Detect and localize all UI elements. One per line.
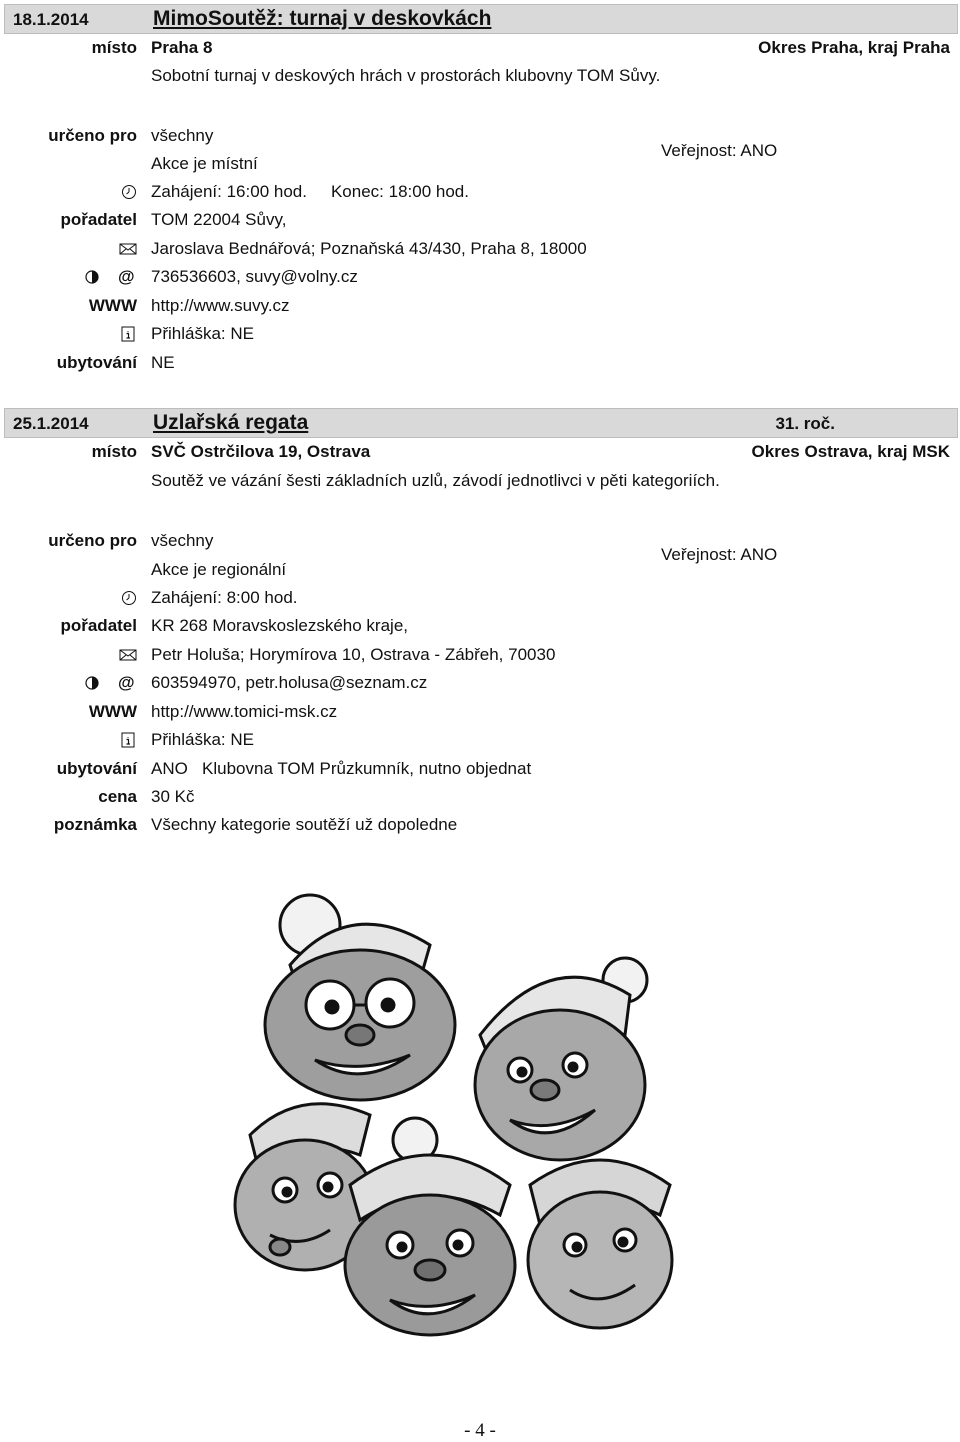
place-row bbox=[0, 442, 960, 468]
event-place: SVČ Ostrčilova 19, Ostrava bbox=[151, 442, 371, 461]
envelope-icon bbox=[119, 647, 135, 663]
label-misto: místo bbox=[91, 38, 137, 57]
event-scope: Akce je regionální bbox=[151, 560, 287, 579]
organizer-row bbox=[0, 210, 960, 236]
label-www: WWW bbox=[88, 296, 137, 315]
event-title[interactable]: MimoSoutěž: turnaj v deskovkách bbox=[153, 7, 492, 30]
label-www: WWW bbox=[88, 702, 137, 721]
address-row bbox=[0, 239, 960, 265]
event-title[interactable]: Uzlařská regata bbox=[153, 411, 309, 434]
clock-icon bbox=[121, 184, 137, 200]
event-contact[interactable]: 736536603, suvy@volny.cz bbox=[151, 267, 358, 286]
contact-row bbox=[0, 267, 960, 293]
scope-row bbox=[0, 560, 960, 586]
event-date: 18.1.2014 bbox=[13, 10, 89, 29]
info-form-icon bbox=[120, 326, 136, 342]
event-address: Petr Holuša; Horymírova 10, Ostrava - Zábřeh, 70030 bbox=[151, 645, 556, 664]
event-note: Všechny kategorie soutěží už dopoledne bbox=[151, 815, 458, 834]
contact-row bbox=[0, 673, 960, 699]
event-contact[interactable]: 603594970, petr.holusa@seznam.cz bbox=[151, 673, 428, 692]
event-organizer: KR 268 Moravskoslezského kraje, bbox=[151, 616, 409, 635]
event-registration: Přihláška: NE bbox=[151, 730, 254, 749]
event-description: Sobotní turnaj v deskových hrách v prostorách klubovny TOM Sůvy. bbox=[151, 66, 661, 85]
label-at: @ bbox=[118, 673, 135, 692]
description-row bbox=[0, 471, 960, 497]
for-whom-row bbox=[0, 531, 960, 557]
time-row bbox=[0, 182, 960, 208]
scope-row bbox=[0, 154, 960, 180]
place-row bbox=[0, 38, 960, 64]
price-row bbox=[0, 787, 960, 813]
time-values bbox=[151, 182, 469, 202]
event-start: Zahájení: 16:00 hod. bbox=[151, 182, 307, 201]
registration-row bbox=[0, 730, 960, 756]
event-accommodation-note: Klubovna TOM Průzkumník, nutno objednat bbox=[202, 759, 532, 778]
event-header bbox=[4, 4, 958, 34]
time-row bbox=[0, 588, 960, 614]
event-accommodation: ANO bbox=[151, 759, 188, 778]
event-accommodation: NE bbox=[151, 353, 175, 372]
event-district: Okres Praha, kraj Praha bbox=[758, 38, 950, 57]
label-poznamka: poznámka bbox=[53, 815, 137, 834]
info-form-icon bbox=[120, 732, 136, 748]
public-flag: Veřejnost: ANO bbox=[661, 545, 778, 564]
event-web-link[interactable]: http://www.suvy.cz bbox=[151, 296, 290, 315]
event-edition: 31. roč. bbox=[775, 414, 835, 433]
kids-in-winter-hats-icon bbox=[230, 885, 700, 1355]
label-poradatel: pořadatel bbox=[60, 210, 137, 229]
accommodation-row bbox=[0, 353, 960, 379]
label-poradatel: pořadatel bbox=[60, 616, 137, 635]
phone-icon bbox=[84, 269, 100, 285]
label-misto: místo bbox=[91, 442, 137, 461]
clock-icon bbox=[121, 590, 137, 606]
event-date: 25.1.2014 bbox=[13, 414, 89, 433]
label-ubytovani: ubytování bbox=[56, 759, 137, 778]
for-whom-row bbox=[0, 126, 960, 152]
label-cena: cena bbox=[98, 787, 137, 806]
public-flag: Veřejnost: ANO bbox=[661, 141, 778, 160]
note-row bbox=[0, 815, 960, 841]
event-registration: Přihláška: NE bbox=[151, 324, 254, 343]
event-scope: Akce je místní bbox=[151, 154, 258, 173]
event-organizer: TOM 22004 Sůvy, bbox=[151, 210, 287, 229]
page-number: - 4 - bbox=[464, 1420, 496, 1441]
event-web-link[interactable]: http://www.tomici-msk.cz bbox=[151, 702, 338, 721]
event-for-whom: všechny bbox=[151, 126, 214, 145]
label-ubytovani: ubytování bbox=[56, 353, 137, 372]
description-row bbox=[0, 66, 960, 92]
label-at: @ bbox=[118, 267, 135, 286]
organizer-row bbox=[0, 616, 960, 642]
event-start: Zahájení: 8:00 hod. bbox=[151, 588, 298, 607]
event-header bbox=[4, 408, 958, 438]
web-row bbox=[0, 296, 960, 322]
event-place: Praha 8 bbox=[151, 38, 213, 57]
event-description: Soutěž ve vázání šesti základních uzlů, závodí jednotlivci v pěti kategoriích. bbox=[151, 471, 720, 490]
event-for-whom: všechny bbox=[151, 531, 214, 550]
kids-illustration bbox=[230, 885, 700, 1355]
event-address: Jaroslava Bednářová; Poznaňská 43/430, Praha 8, 18000 bbox=[151, 239, 587, 258]
accommodation-values bbox=[151, 759, 531, 779]
web-row bbox=[0, 702, 960, 728]
envelope-icon bbox=[119, 241, 135, 257]
phone-icon bbox=[84, 675, 100, 691]
event-end: Konec: 18:00 hod. bbox=[330, 182, 469, 201]
accommodation-row bbox=[0, 759, 960, 785]
registration-row bbox=[0, 324, 960, 350]
label-urceno-pro: určeno pro bbox=[48, 531, 137, 550]
address-row bbox=[0, 645, 960, 671]
label-urceno-pro: určeno pro bbox=[48, 126, 137, 145]
event-district: Okres Ostrava, kraj MSK bbox=[751, 442, 950, 461]
event-price: 30 Kč bbox=[151, 787, 195, 806]
